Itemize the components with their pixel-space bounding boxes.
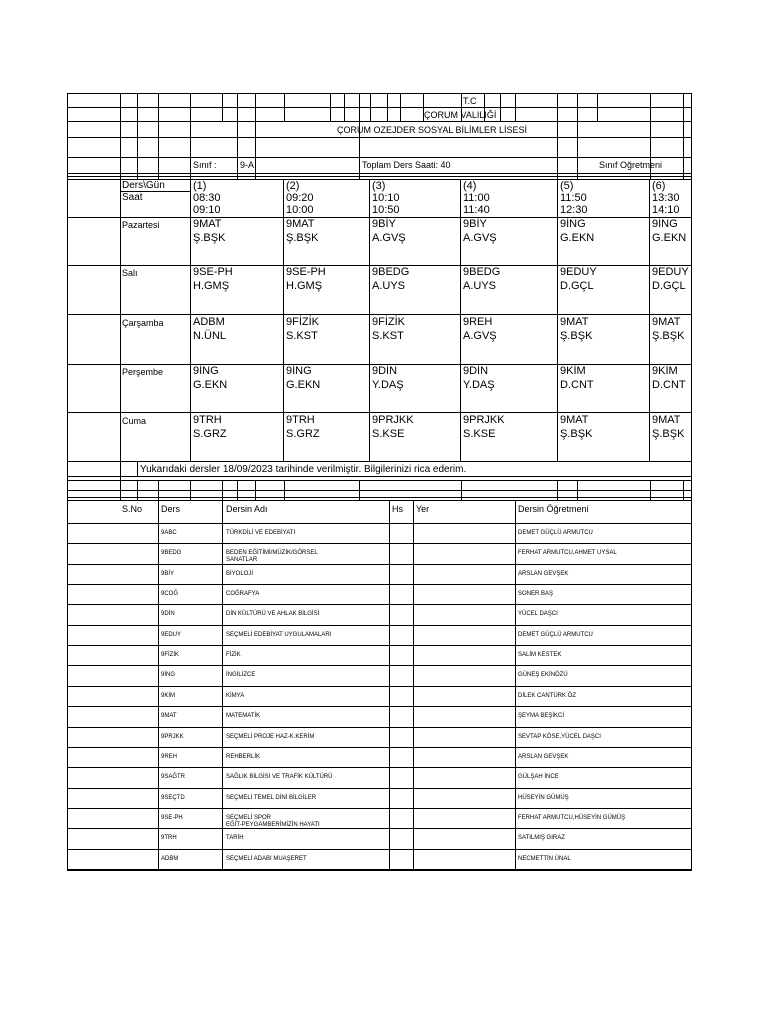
lesson-code: ADBM xyxy=(193,316,225,328)
lesson-code: 9İNG xyxy=(652,218,678,230)
timetable-sheet: T.C ÇORUM VALILIĞİ ÇORUM OZEJDER SOSYAL BİLİMLER LİSESİ Sınıf : 9-A Toplam Ders Saati: 40 Sınıf Oğretmeni Ders\Gün Saat (1) 08:30 09:10 (2) 09:20 10:00 (3) 10:10 10:50 (4) 11:00 11:40 (5) 11:50 12:30 (6) 13:30 14:10 Pazartesi 9MAT Ş.BŞK 9MAT Ş.BŞK 9BİY A.GVŞ 9BİY A.GVŞ 9İNG G.EKN 9İNG G.EKN Salı 9SE-PH H.GMŞ 9SE-PH H.GMŞ 9BEDG A.UYS 9BEDG A.UYS 9EDUY D.GÇL 9EDUY D.GÇL Çarşamba ADBM N.ÜNL 9FİZİK S.KST 9FİZİK S.KST 9REH A.GVŞ 9MAT Ş.BŞK 9MAT Ş.BŞK Perşembe 9İNG G.EKN 9İNG G.EKN 9DİN Y.DAŞ 9DİN Y.DAŞ 9KİM D.CNT 9KİM D.CNT Cuma 9TRH S.GRZ 9TRH S.GRZ 9PRJKK S.KSE 9PRJKK S.KSE 9MAT Ş.BŞK 9MAT Ş.BŞK Yukarıdaki dersler 18/09/2023 tarihinde verilmiştir. Bilgilerinizi rica ederim. S.No Ders Dersin Adı Hs Yer Dersin Öğretmeni 9ABC TÜRKDİLİ VE EDEBİYATI DEMET GÜÇLÜ ARMUTCU 9BEDG BEDEN EĞİTİMİ/MÜZİK/GÖRSEL SANATLAR FERHAT ARMUTCU,AHMET UYSAL 9BİY BİYOLOJİ ARSLAN GEVŞEK 9COĞ COĞRAFYA SONER BAŞ 9DİN DİN KÜLTÜRÜ VE AHLAK BİLGİSİ YÜCEL DAŞCI 9EDUY SEÇMELİ EDEBİYAT UYGULAMALARI DEMET GÜÇLÜ ARMUTCU 9FİZİK FİZİK SALİM KESTEK 9İNG İNGİLİZCE GÜNEŞ EKİNÖZÜ 9KİM KİMYA DİLEK CANTÜRK ÖZ 9MAT MATEMATİK ŞEYMA BEŞİKCİ 9PRJKK SEÇMELİ PROJE HAZ-K.KERİM SEVTAP KÖSE,YÜCEL DAŞCI 9REH REHBERLİK ARSLAN GEVŞEK 9SAĞTR SAĞLIK BİLGİSİ VE TRAFİK KÜLTÜRÜ GÜLŞAH İNCE 9SEÇTD SEÇMELİ TEMEL DİNİ BİLGİLER HÜSEYİN GÜMÜŞ 9SE-PH SEÇMELİ SPOR EĞİT-PEYGAMBERİMİZİN HAYATI FERHAT ARMUTCU,HÜSEYİN GÜMÜŞ 9TRH TARİH SATILMIŞ GIRAZ ADBM SEÇMELİ ADABI MUAŞERET NECMETTİN ÜNAL xyxy=(0,0,768,1024)
col-header-code: Ders xyxy=(161,504,181,514)
row-code: 9SAĞTR xyxy=(161,774,186,780)
row-code: 9TRH xyxy=(161,835,177,841)
row-course-name: İNGİLİZCE xyxy=(226,672,256,678)
row-divider xyxy=(67,543,692,544)
lesson-code: 9DİN xyxy=(372,365,398,377)
lesson-code: 9BEDG xyxy=(463,266,501,278)
day-label: Perşembe xyxy=(122,367,164,377)
row-code: 9REH xyxy=(161,754,178,760)
row-divider xyxy=(67,665,692,666)
row-divider xyxy=(67,747,692,748)
lesson-code: 9FİZİK xyxy=(286,316,320,328)
lesson-teacher: Ş.BŞK xyxy=(560,330,593,342)
lesson-teacher: D.CNT xyxy=(652,379,686,391)
corner-label: Ders\Gün xyxy=(122,180,165,191)
lesson-teacher: S.KST xyxy=(286,330,318,342)
lesson-code: 9FİZİK xyxy=(372,316,406,328)
lesson-teacher: Ş.BŞK xyxy=(560,428,593,440)
row-course-name: SAĞLIK BİLGİSİ VE TRAFİK KÜLTÜRÜ xyxy=(226,774,333,780)
row-divider xyxy=(67,604,692,605)
row-course-name: SEÇMELİ EDEBİYAT UYGULAMALARI xyxy=(226,632,332,638)
row-teacher: DEMET GÜÇLÜ ARMUTCU xyxy=(518,632,593,638)
time-label: Saat xyxy=(122,192,143,203)
lesson-code: 9BİY xyxy=(463,218,487,230)
class-value: 9-A xyxy=(240,160,255,170)
row-course-name: BİYOLOJİ xyxy=(226,571,254,577)
row-course-name: BEDEN EĞİTİMİ/MÜZİK/GÖRSEL SANATLAR xyxy=(226,550,318,563)
lesson-code: 9MAT xyxy=(560,414,589,426)
row-divider xyxy=(67,584,692,585)
lesson-code: 9MAT xyxy=(286,218,315,230)
lesson-teacher: S.KST xyxy=(372,330,404,342)
row-code: 9SEÇTD xyxy=(161,795,185,801)
row-divider xyxy=(67,564,692,565)
day-label: Salı xyxy=(122,268,138,278)
lesson-teacher: A.UYS xyxy=(372,280,406,292)
lesson-code: 9MAT xyxy=(652,414,681,426)
lesson-code: 9TRH xyxy=(286,414,315,426)
lesson-code: 9DİN xyxy=(463,365,489,377)
lesson-teacher: S.GRZ xyxy=(193,428,227,440)
lesson-code: 9TRH xyxy=(193,414,222,426)
lesson-code: 9SE-PH xyxy=(286,266,326,278)
lesson-code: 9BEDG xyxy=(372,266,410,278)
school-name: ÇORUM OZEJDER SOSYAL BİLİMLER LİSESİ xyxy=(337,125,528,135)
row-divider xyxy=(67,625,692,626)
row-code: 9SE-PH xyxy=(161,815,183,821)
lesson-code: 9KİM xyxy=(560,365,586,377)
row-course-name: TÜRKDİLİ VE EDEBİYATI xyxy=(226,530,296,536)
row-course-name: SEÇMELİ ADABI MUAŞERET xyxy=(226,856,307,862)
row-course-name: SEÇMELİ TEMEL DİNİ BİLGİLER xyxy=(226,795,317,801)
class-teacher-label: Sınıf Oğretmeni xyxy=(599,160,663,170)
lesson-teacher: Ş.BŞK xyxy=(286,232,319,244)
lesson-teacher: H.GMŞ xyxy=(193,280,230,292)
row-divider xyxy=(67,645,692,646)
row-code: 9DİN xyxy=(161,611,175,617)
row-code: 9KİM xyxy=(161,693,176,699)
lesson-teacher: H.GMŞ xyxy=(286,280,323,292)
row-course-name: REHBERLİK xyxy=(226,754,261,760)
row-teacher: GÜLŞAH İNCE xyxy=(518,774,559,780)
row-divider xyxy=(67,686,692,687)
lesson-code: 9KİM xyxy=(652,365,678,377)
row-divider xyxy=(67,727,692,728)
row-course-name: SEÇMELİ SPOR EĞİT-PEYGAMBERİMİZİN HAYATI xyxy=(226,815,320,828)
lesson-code: 9PRJKK xyxy=(372,414,414,426)
row-teacher: SEVTAP KÖSE,YÜCEL DAŞCI xyxy=(518,734,601,740)
row-code: 9MAT xyxy=(161,713,177,719)
row-code: 9EDUY xyxy=(161,632,182,638)
lesson-teacher: D.CNT xyxy=(560,379,594,391)
row-course-name: COĞRAFYA xyxy=(226,591,260,597)
lesson-code: 9REH xyxy=(463,316,493,328)
lesson-code: 9MAT xyxy=(193,218,222,230)
lesson-teacher: A.GVŞ xyxy=(372,232,406,244)
row-teacher: FERHAT ARMUTCU,AHMET UYSAL xyxy=(518,550,617,556)
governorship-label: ÇORUM VALILIĞİ xyxy=(424,110,497,120)
class-label: Sınıf : xyxy=(193,160,217,170)
row-teacher: HÜSEYİN GÜMÜŞ xyxy=(518,795,569,801)
lesson-code: 9İNG xyxy=(286,365,312,377)
lesson-teacher: S.KSE xyxy=(463,428,496,440)
col-header-sno: S.No xyxy=(122,504,143,514)
col-header-name: Dersin Adı xyxy=(226,504,268,514)
row-teacher: GÜNEŞ EKİNÖZÜ xyxy=(518,672,568,678)
row-course-name: DİN KÜLTÜRÜ VE AHLAK BİLGİSİ xyxy=(226,611,320,617)
lesson-teacher: S.GRZ xyxy=(286,428,320,440)
lesson-code: 9EDUY xyxy=(652,266,689,278)
row-teacher: NECMETTİN ÜNAL xyxy=(518,856,571,862)
lesson-teacher: G.EKN xyxy=(652,232,687,244)
lesson-code: 9MAT xyxy=(560,316,589,328)
lesson-code: 9İNG xyxy=(193,365,219,377)
lesson-teacher: G.EKN xyxy=(286,379,321,391)
row-divider xyxy=(67,767,692,768)
row-course-name: KİMYA xyxy=(226,693,245,699)
schedule-note: Yukarıdaki dersler 18/09/2023 tarihinde verilmiştir. Bilgilerinizi rica ederim. xyxy=(140,464,467,475)
lesson-teacher: G.EKN xyxy=(560,232,595,244)
row-divider xyxy=(67,828,692,829)
row-code: 9FİZİK xyxy=(161,652,180,658)
lesson-teacher: D.GÇL xyxy=(652,280,686,292)
row-teacher: ŞEYMA BEŞİKCİ xyxy=(518,713,565,719)
row-teacher: YÜCEL DAŞCI xyxy=(518,611,558,617)
row-course-name: MATEMATİK xyxy=(226,713,261,719)
lesson-teacher: D.GÇL xyxy=(560,280,594,292)
lesson-teacher: Y.DAŞ xyxy=(463,379,495,391)
lesson-teacher: A.GVŞ xyxy=(463,232,497,244)
row-teacher: ARSLAN GEVŞEK xyxy=(518,571,569,577)
row-teacher: SONER BAŞ xyxy=(518,591,554,597)
total-hours: Toplam Ders Saati: 40 xyxy=(362,160,451,170)
lesson-code: 9SE-PH xyxy=(193,266,233,278)
row-teacher: SALİM KESTEK xyxy=(518,652,562,658)
lesson-code: 9MAT xyxy=(652,316,681,328)
row-code: 9COĞ xyxy=(161,591,179,597)
row-code: 9ABC xyxy=(161,530,177,536)
lesson-code: 9İNG xyxy=(560,218,586,230)
lesson-teacher: S.KSE xyxy=(372,428,405,440)
row-teacher: DEMET GÜÇLÜ ARMUTCU xyxy=(518,530,593,536)
row-divider xyxy=(67,706,692,707)
row-divider xyxy=(67,869,692,870)
row-course-name: TARİH xyxy=(226,835,244,841)
row-divider xyxy=(67,849,692,850)
row-teacher: SATILMIŞ GIRAZ xyxy=(518,835,565,841)
row-course-name: SEÇMELİ PROJE HAZ-K.KERİM xyxy=(226,734,315,740)
row-code: 9İNG xyxy=(161,672,176,678)
tc-label: T.C xyxy=(463,96,477,106)
row-teacher: DİLEK CANTÜRK ÖZ xyxy=(518,693,577,699)
lesson-teacher: A.GVŞ xyxy=(463,330,497,342)
lesson-teacher: G.EKN xyxy=(193,379,228,391)
lesson-teacher: A.UYS xyxy=(463,280,497,292)
row-code: 9BEDG xyxy=(161,550,182,556)
lesson-teacher: Ş.BŞK xyxy=(652,428,685,440)
row-teacher: FERHAT ARMUTCU,HÜSEYİN GÜMÜŞ xyxy=(518,815,626,821)
row-divider xyxy=(67,808,692,809)
row-teacher: ARSLAN GEVŞEK xyxy=(518,754,569,760)
lesson-teacher: Y.DAŞ xyxy=(372,379,404,391)
lesson-teacher: Ş.BŞK xyxy=(193,232,226,244)
col-header-hours: Hs xyxy=(392,504,403,514)
row-divider xyxy=(67,788,692,789)
lesson-teacher: N.ÜNL xyxy=(193,330,227,342)
lesson-code: 9BİY xyxy=(372,218,396,230)
lesson-code: 9EDUY xyxy=(560,266,597,278)
lesson-teacher: Ş.BŞK xyxy=(652,330,685,342)
day-label: Çarşamba xyxy=(122,318,164,328)
row-code: ADBM xyxy=(161,856,179,862)
day-label: Cuma xyxy=(122,416,147,426)
row-code: 9BİY xyxy=(161,571,175,577)
lesson-code: 9PRJKK xyxy=(463,414,505,426)
col-header-teacher: Dersin Öğretmeni xyxy=(518,504,589,514)
day-label: Pazartesi xyxy=(122,220,160,230)
row-code: 9PRJKK xyxy=(161,734,184,740)
row-course-name: FİZİK xyxy=(226,652,241,658)
col-header-room: Yer xyxy=(416,504,430,514)
